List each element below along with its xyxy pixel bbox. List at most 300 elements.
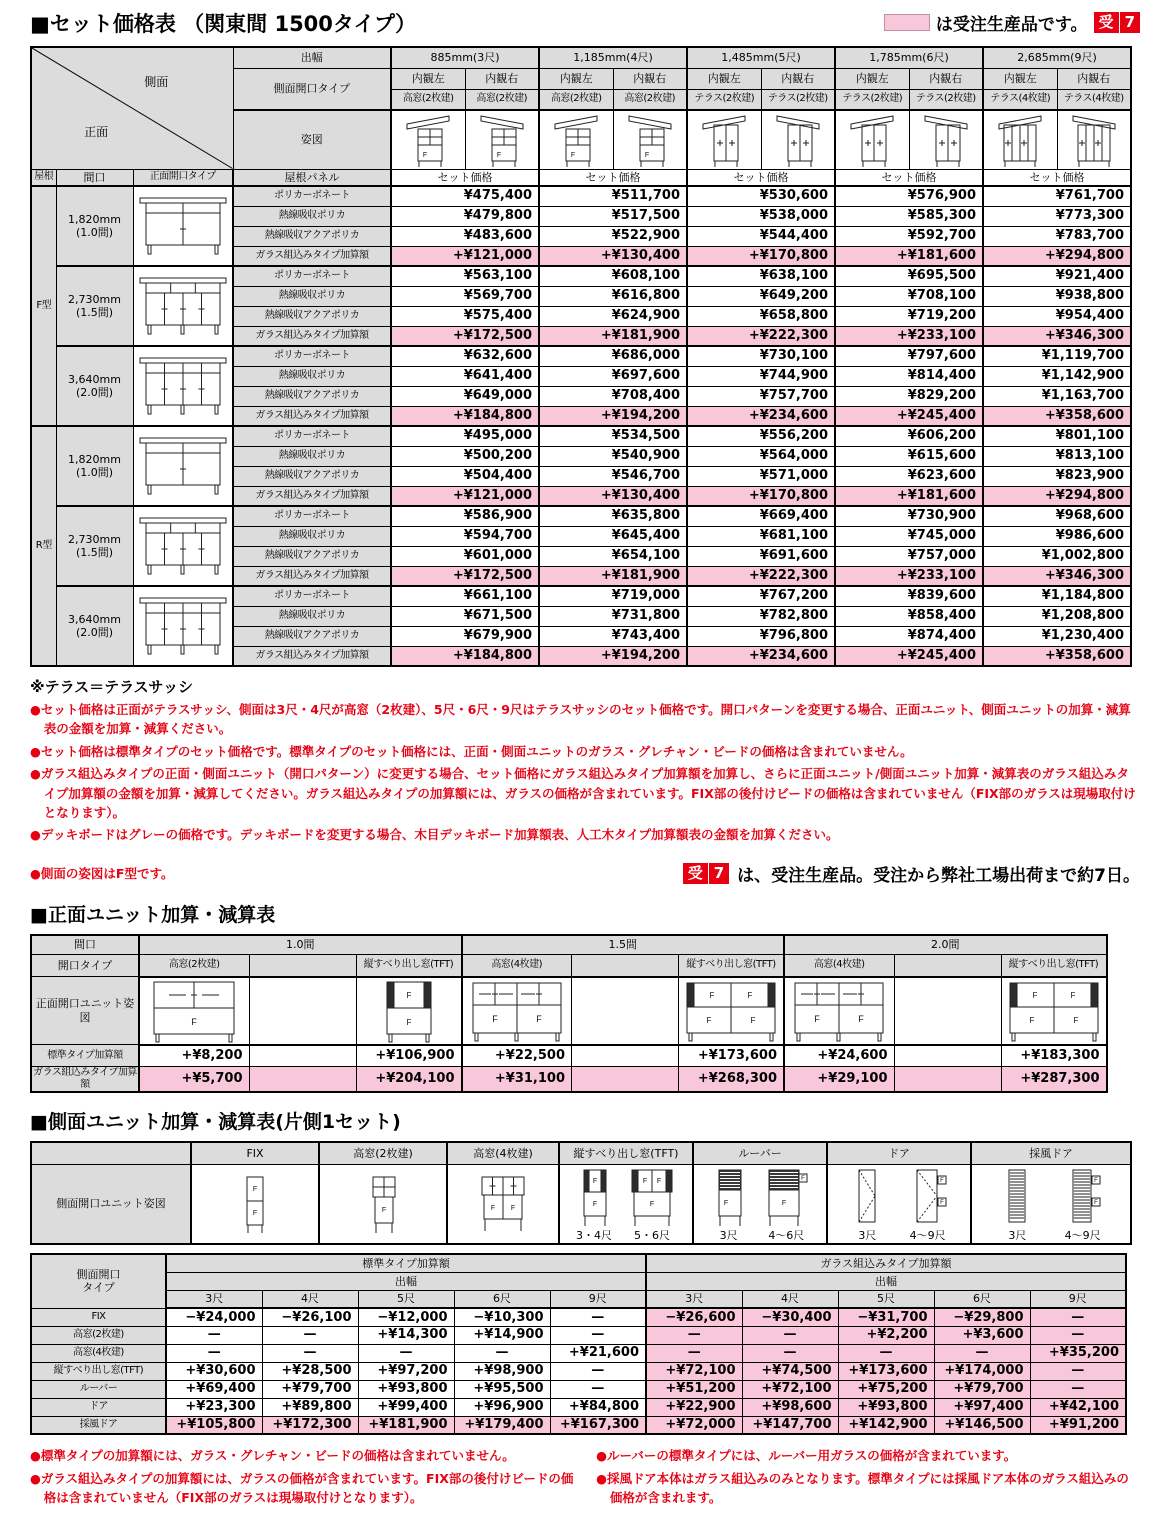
set-price-cell: ¥623,600 <box>835 466 983 486</box>
order-7days-badge <box>683 863 729 884</box>
front-elevation-cell <box>133 266 233 346</box>
glass-add-cell: +¥72,100 <box>742 1380 838 1398</box>
set-price-cell: +¥233,100 <box>835 566 983 586</box>
glass-add-cell <box>249 1067 356 1093</box>
view-right-header: 内観右 <box>613 68 687 89</box>
side-unit-price-table-container <box>30 1253 1140 1435</box>
elevation-label: 正面開口ユニット姿図 <box>31 977 139 1045</box>
note-item: ●デッキボードはグレーの価格です。デッキボードを変更する場合、木目デッキボード加算額表、人工木タイプ加算額表の金額を加算ください。 <box>30 827 839 843</box>
side-opening-label: 高窓(2枚建) <box>31 1326 166 1344</box>
side-opening-label: 採風ドア <box>31 1416 166 1434</box>
std-add-cell: — <box>262 1326 358 1344</box>
set-price-cell: +¥170,800 <box>687 486 835 506</box>
set-price-cell: ¥686,000 <box>539 346 687 366</box>
svg-text:F: F <box>423 151 428 159</box>
glass-add-cell: +¥35,200 <box>1030 1344 1126 1362</box>
elevation-cell <box>391 110 465 169</box>
set-price-cell: +¥170,800 <box>687 246 835 266</box>
set-price-cell: +¥184,800 <box>391 406 539 426</box>
side-elevation-terrace2-icon <box>848 112 896 168</box>
opening-type-header: テラス(4枚建) <box>1057 89 1131 110</box>
legend-label: は受注生産品です。 <box>935 15 1088 35</box>
diagram-group <box>830 1166 968 1242</box>
size-label: 3・4尺 <box>576 1228 612 1242</box>
badge-left: 受 <box>683 863 709 884</box>
set-price-cell: +¥172,500 <box>391 566 539 586</box>
std-add-cell: — <box>454 1344 550 1362</box>
opening-type-header: 縦すべり出し窓(TFT) <box>1001 955 1107 977</box>
side-elevation-terrace4-icon <box>996 112 1044 168</box>
front-unit-table-container <box>30 934 1140 1094</box>
glass-add-cell: — <box>742 1326 838 1344</box>
front-elevation-cell <box>133 426 233 506</box>
opening-type-header <box>249 955 356 977</box>
group-header: 標準タイプ加算額 <box>166 1254 646 1272</box>
front-elevation-front15-icon <box>136 276 230 336</box>
diagram-group <box>562 1166 690 1242</box>
side-opening-label: ルーバー <box>31 1380 166 1398</box>
opening-type-header <box>572 955 679 977</box>
svg-text:F: F <box>381 1206 387 1214</box>
depth-header: 出幅 <box>233 47 391 68</box>
std-add-cell: — <box>166 1326 262 1344</box>
set-price-cell: ¥556,200 <box>687 426 835 446</box>
set-price-cell: ¥796,800 <box>687 626 835 646</box>
svg-text:F: F <box>723 1199 728 1207</box>
set-price-cell: +¥245,400 <box>835 406 983 426</box>
set-price-cell: ¥719,000 <box>539 586 687 606</box>
size-label: 3尺 <box>1008 1228 1027 1242</box>
glass-add-cell: — <box>1030 1380 1126 1398</box>
svg-text:F: F <box>747 990 753 1000</box>
badge-right: 7 <box>713 863 725 882</box>
svg-text:F: F <box>814 1013 820 1024</box>
diagram-group <box>450 1173 556 1235</box>
view-left-header: 内観左 <box>391 68 465 89</box>
side-elevation-note: ●側面の姿図はF型です。 <box>30 866 174 882</box>
svg-text:F: F <box>1073 1015 1078 1025</box>
size-label: 3尺 <box>858 1228 877 1242</box>
panel-label: ガラス組込みタイプ加算額 <box>233 326 391 346</box>
std-add-cell: +¥105,800 <box>166 1416 262 1434</box>
std-add-cell: −¥26,100 <box>262 1308 358 1326</box>
panel-label: ガラス組込みタイプ加算額 <box>233 246 391 266</box>
set-price-cell: ¥954,400 <box>983 306 1131 326</box>
note-item: ●標準タイプの加算額には、ガラス・グレチャン・ビードの価格は含まれていません。 <box>30 1448 515 1464</box>
glass-add-cell: −¥30,400 <box>742 1308 838 1326</box>
glass-add-cell: +¥75,200 <box>838 1380 934 1398</box>
front-elevation-front20-icon <box>136 356 230 416</box>
top-notes <box>30 700 1140 845</box>
opening-type-header: 高窓(2枚建) <box>391 89 465 110</box>
set-price-cell: ¥632,600 <box>391 346 539 366</box>
view-right-header: 内観右 <box>761 68 835 89</box>
panel-label: 熱線吸収アクアポリカ <box>233 306 391 326</box>
diagram-item <box>476 1173 530 1235</box>
svg-text:F: F <box>649 1200 655 1208</box>
set-price-cell: ¥829,200 <box>835 386 983 406</box>
glass-add-cell: +¥268,300 <box>679 1067 785 1093</box>
side-unit-elevation-cell <box>191 1164 319 1244</box>
elevation-cell <box>539 110 613 169</box>
std-add-cell: +¥14,900 <box>454 1326 550 1344</box>
front-unit-elevation-cell <box>1001 977 1107 1045</box>
side-unit-vent-door-small-icon <box>997 1166 1037 1228</box>
set-price-cell: +¥234,600 <box>687 646 835 666</box>
size-label: 3尺 <box>719 1228 738 1242</box>
front-unit-section-title: ■正面ユニット加算・減算表 <box>30 903 276 926</box>
size-header: 5尺 <box>838 1290 934 1308</box>
set-price-cell: ¥813,100 <box>983 446 1131 466</box>
svg-text:F: F <box>510 1204 516 1212</box>
svg-text:F: F <box>706 1015 712 1025</box>
set-price-cell: ¥767,200 <box>687 586 835 606</box>
glass-add-cell: +¥72,000 <box>646 1416 742 1434</box>
diagram-item <box>709 1166 749 1242</box>
svg-text:F: F <box>496 151 501 159</box>
set-price-cell: ¥522,900 <box>539 226 687 246</box>
set-price-cell: ¥563,100 <box>391 266 539 286</box>
side-unit-diagram-table <box>30 1141 1132 1245</box>
set-price-cell: ¥731,800 <box>539 606 687 626</box>
panel-label: 熱線吸収ポリカ <box>233 366 391 386</box>
side-unit-type-header: 高窓(4枚建) <box>447 1142 559 1164</box>
svg-text:F: F <box>939 1199 944 1206</box>
set-price-cell: +¥181,600 <box>835 486 983 506</box>
opening-type-header: 高窓(2枚建) <box>465 89 539 110</box>
bay-group-header: 2.0間 <box>784 935 1107 955</box>
set-price-header: セット価格 <box>835 169 983 186</box>
set-price-cell: ¥564,000 <box>687 446 835 466</box>
glass-add-cell: +¥5,700 <box>139 1067 249 1093</box>
diagram-item <box>997 1166 1037 1242</box>
order-product-legend <box>884 10 1140 35</box>
svg-text:F: F <box>592 1177 598 1185</box>
glass-add-cell: +¥147,700 <box>742 1416 838 1434</box>
std-add-cell: — <box>550 1380 646 1398</box>
std-add-cell: −¥12,000 <box>358 1308 454 1326</box>
set-price-cell: ¥571,000 <box>687 466 835 486</box>
opening-type-header: テラス(4枚建) <box>983 89 1057 110</box>
set-price-cell: ¥586,900 <box>391 506 539 526</box>
glass-add-cell: — <box>742 1344 838 1362</box>
set-price-cell: ¥744,900 <box>687 366 835 386</box>
glass-add-cell: +¥97,400 <box>934 1398 1030 1416</box>
view-left-header: 内観左 <box>687 68 761 89</box>
std-add-cell: +¥24,600 <box>784 1045 894 1067</box>
elevation-cell <box>465 110 539 169</box>
glass-add-cell: — <box>646 1344 742 1362</box>
set-price-cell: ¥495,000 <box>391 426 539 446</box>
bottom-notes-right <box>596 1443 1140 1510</box>
std-add-cell: +¥28,500 <box>262 1362 358 1380</box>
set-price-cell: ¥606,200 <box>835 426 983 446</box>
glass-add-cell: −¥31,700 <box>838 1308 934 1326</box>
side-elevation-high2-icon <box>478 112 526 168</box>
glass-add-cell: — <box>934 1344 1030 1362</box>
view-left-header: 内観左 <box>539 68 613 89</box>
diagram-item <box>1061 1166 1105 1242</box>
set-price-cell: ¥576,900 <box>835 186 983 206</box>
set-price-cell: +¥245,400 <box>835 646 983 666</box>
set-price-cell: ¥1,208,800 <box>983 606 1131 626</box>
corner-front-label: 正面 <box>84 125 109 140</box>
side-unit-tft-large-icon <box>626 1166 678 1228</box>
side-unit-fix-icon <box>235 1173 275 1235</box>
roof-type-cell: F型 <box>31 186 56 426</box>
bottom-notes <box>30 1443 1140 1510</box>
set-price-header: セット価格 <box>687 169 835 186</box>
std-add-cell: +¥173,600 <box>679 1045 785 1067</box>
panel-label: ガラス組込みタイプ加算額 <box>233 406 391 426</box>
set-price-cell: ¥783,700 <box>983 226 1131 246</box>
side-elevation-high2-icon <box>552 112 600 168</box>
set-price-cell: ¥757,700 <box>687 386 835 406</box>
side-unit-diagram-table-container <box>30 1141 1140 1245</box>
size-header: 5尺 <box>358 1290 454 1308</box>
front-unit-high4-icon <box>467 979 567 1043</box>
bay-header: 間口 <box>56 169 133 186</box>
opening-type-header: 高窓(2枚建) <box>539 89 613 110</box>
std-add-cell: +¥106,900 <box>356 1045 462 1067</box>
side-opening-label: 高窓(4枚建) <box>31 1344 166 1362</box>
front-unit-elevation-cell <box>894 977 1001 1045</box>
set-price-cell: +¥222,300 <box>687 326 835 346</box>
diagram-group <box>322 1173 444 1235</box>
set-price-cell: ¥708,100 <box>835 286 983 306</box>
set-price-cell: +¥130,400 <box>539 246 687 266</box>
front-opening-header: 正面開口タイプ <box>133 169 233 186</box>
svg-text:F: F <box>858 1013 864 1024</box>
front-elevation-cell <box>133 506 233 586</box>
front-unit-elevation-cell <box>679 977 785 1045</box>
side-unit-tft-small-icon <box>574 1166 614 1228</box>
set-price-cell: ¥624,900 <box>539 306 687 326</box>
set-price-cell: ¥986,600 <box>983 526 1131 546</box>
svg-text:F: F <box>406 990 411 1000</box>
pink-swatch-icon <box>884 14 930 31</box>
side-elevation-terrace4-icon <box>1070 112 1118 168</box>
side-unit-type-header: 高窓(2枚建) <box>319 1142 447 1164</box>
size-label: 4～9尺 <box>909 1228 946 1242</box>
std-add-cell: +¥179,400 <box>454 1416 550 1434</box>
svg-text:F: F <box>406 1017 411 1027</box>
note-item: ●ガラス組込みタイプの加算額には、ガラスの価格が含まれています。FIX部の後付けビードの価格は含まれていません（FIX部のガラスは現場取付けとなります）。 <box>30 1470 574 1505</box>
side-unit-vent-door-large-icon <box>1061 1166 1105 1228</box>
set-price-header: セット価格 <box>983 169 1131 186</box>
glass-add-cell: +¥2,200 <box>838 1326 934 1344</box>
size-header: 4尺 <box>262 1290 358 1308</box>
set-price-cell: ¥671,500 <box>391 606 539 626</box>
std-add-cell: +¥97,200 <box>358 1362 454 1380</box>
set-price-cell: ¥504,400 <box>391 466 539 486</box>
set-price-cell: ¥814,400 <box>835 366 983 386</box>
panel-label: 熱線吸収アクアポリカ <box>233 546 391 566</box>
roof-type-cell: R型 <box>31 426 56 666</box>
elevation-header: 姿図 <box>233 110 391 169</box>
side-opening-label: FIX <box>31 1308 166 1326</box>
elevation-cell <box>687 110 761 169</box>
set-price-cell: ¥544,400 <box>687 226 835 246</box>
opening-type-header: 高窓(4枚建) <box>462 955 572 977</box>
corner-side-label: 側面 <box>144 74 169 89</box>
set-price-cell: +¥194,200 <box>539 646 687 666</box>
set-price-cell: ¥839,600 <box>835 586 983 606</box>
glass-add-cell <box>572 1067 679 1093</box>
side-unit-louver-large-icon <box>761 1166 811 1228</box>
std-add-cell: — <box>550 1308 646 1326</box>
glass-add-cell: +¥22,900 <box>646 1398 742 1416</box>
set-price-cell: ¥695,500 <box>835 266 983 286</box>
panel-label: ポリカーボネート <box>233 586 391 606</box>
panel-label: 熱線吸収ポリカ <box>233 446 391 466</box>
side-opening-header: 側面開口タイプ <box>233 68 391 110</box>
set-price-cell: ¥874,400 <box>835 626 983 646</box>
set-price-table-container <box>30 46 1140 667</box>
panel-label: 熱線吸収ポリカ <box>233 606 391 626</box>
view-left-header: 内観左 <box>835 68 909 89</box>
panel-label: ポリカーボネート <box>233 426 391 446</box>
set-price-cell: ¥757,000 <box>835 546 983 566</box>
note-item: ●セット価格は正面がテラスサッシ、側面は3尺・4尺が高窓（2枚建）、5尺・6尺・9尺はテラスサッシのセット価格です。開口パターンを変更する場合、正面ユニット、側面ユニットの加算・減算表の金額を加算・減算ください。 <box>30 702 1131 737</box>
front-unit-elevation-cell <box>249 977 356 1045</box>
set-price-cell: ¥645,400 <box>539 526 687 546</box>
set-price-cell: ¥517,500 <box>539 206 687 226</box>
panel-label: 熱線吸収アクアポリカ <box>233 626 391 646</box>
opening-type-header: 高窓(2枚建) <box>613 89 687 110</box>
front-elevation-front15-icon <box>136 516 230 576</box>
opening-type-header: 縦すべり出し窓(TFT) <box>679 955 785 977</box>
width-header: 2,685mm(9尺) <box>983 47 1131 68</box>
set-price-cell: +¥181,900 <box>539 566 687 586</box>
glass-add-cell <box>894 1067 1001 1093</box>
set-price-cell: ¥601,000 <box>391 546 539 566</box>
diagram-item <box>363 1173 403 1235</box>
set-price-cell: ¥761,700 <box>983 186 1131 206</box>
svg-text:F: F <box>492 1013 498 1024</box>
side-unit-type-header: ドア <box>827 1142 971 1164</box>
width-header: 885mm(3尺) <box>391 47 539 68</box>
set-price-cell: ¥921,400 <box>983 266 1131 286</box>
front-unit-table <box>30 934 1108 1094</box>
set-price-cell: ¥649,000 <box>391 386 539 406</box>
group-header: ガラス組込みタイプ加算額 <box>646 1254 1126 1272</box>
size-header: 3尺 <box>646 1290 742 1308</box>
diagram-item <box>235 1173 275 1235</box>
set-price-cell: ¥638,100 <box>687 266 835 286</box>
view-right-header: 内観右 <box>1057 68 1131 89</box>
opening-type-header: テラス(2枚建) <box>835 89 909 110</box>
size-label: 4～9尺 <box>1064 1228 1101 1242</box>
set-price-cell: ¥654,100 <box>539 546 687 566</box>
side-unit-high4-icon <box>476 1173 530 1235</box>
set-price-cell: +¥358,600 <box>983 406 1131 426</box>
svg-text:F: F <box>750 1015 756 1025</box>
std-add-cell: +¥30,600 <box>166 1362 262 1380</box>
side-elevation-terrace2-icon <box>922 112 970 168</box>
set-price-cell: ¥1,142,900 <box>983 366 1131 386</box>
roof-panel-header: 屋根パネル <box>233 169 391 186</box>
set-price-cell: ¥615,600 <box>835 446 983 466</box>
side-unit-price-table <box>30 1253 1127 1435</box>
set-price-cell: ¥661,100 <box>391 586 539 606</box>
set-price-cell: +¥234,600 <box>687 406 835 426</box>
diagram-item <box>626 1166 678 1242</box>
size-header: 4尺 <box>742 1290 838 1308</box>
opening-type-header: 高窓(2枚建) <box>139 955 249 977</box>
set-price-cell: +¥346,300 <box>983 566 1131 586</box>
corner-cell <box>31 47 233 169</box>
panel-label: 熱線吸収ポリカ <box>233 526 391 546</box>
side-elevation-terrace2-icon <box>700 112 748 168</box>
bay-group-header: 1.0間 <box>139 935 462 955</box>
set-price-cell: ¥641,400 <box>391 366 539 386</box>
glass-add-cell: +¥142,900 <box>838 1416 934 1434</box>
side-opening-label: ドア <box>31 1398 166 1416</box>
side-unit-door-small-icon <box>847 1166 887 1228</box>
elevation-cell <box>613 110 687 169</box>
bay-cell: 2,730mm (1.5間) <box>56 266 133 346</box>
size-label: 4～6尺 <box>768 1228 805 1242</box>
view-right-header: 内観右 <box>465 68 539 89</box>
side-unit-louver-small-icon <box>709 1166 749 1228</box>
front-unit-elevation-cell <box>462 977 572 1045</box>
set-price-cell: ¥538,000 <box>687 206 835 226</box>
bottom-notes-left <box>30 1443 574 1510</box>
diagram-item <box>761 1166 811 1242</box>
std-add-cell: +¥183,300 <box>1001 1045 1107 1067</box>
std-add-cell: +¥21,600 <box>550 1344 646 1362</box>
diagram-item <box>905 1166 951 1242</box>
std-add-cell <box>249 1045 356 1067</box>
set-price-cell: ¥594,700 <box>391 526 539 546</box>
type-header: 開口タイプ <box>31 955 139 977</box>
glass-add-cell: −¥26,600 <box>646 1308 742 1326</box>
diagram-item <box>574 1166 614 1242</box>
set-price-cell: ¥1,230,400 <box>983 626 1131 646</box>
bay-cell: 1,820mm (1.0間) <box>56 426 133 506</box>
set-price-cell: +¥194,200 <box>539 406 687 426</box>
svg-text:F: F <box>1070 990 1075 1000</box>
svg-text:F: F <box>644 151 649 159</box>
set-price-cell: ¥511,700 <box>539 186 687 206</box>
bay-header: 間口 <box>31 935 139 955</box>
side-unit-type-header: FIX <box>191 1142 319 1164</box>
svg-text:F: F <box>656 1177 662 1185</box>
bay-cell: 1,820mm (1.0間) <box>56 186 133 266</box>
std-add-cell: — <box>262 1344 358 1362</box>
set-price-cell: +¥358,600 <box>983 646 1131 666</box>
diagram-item <box>847 1166 887 1242</box>
set-price-cell: +¥130,400 <box>539 486 687 506</box>
svg-text:F: F <box>1029 1015 1034 1025</box>
glass-add-cell: — <box>1030 1308 1126 1326</box>
front-unit-high2-icon <box>144 978 244 1044</box>
side-elevation-high2-icon <box>404 112 452 168</box>
side-unit-type-header: 採風ドア <box>971 1142 1131 1164</box>
std-add-cell: +¥96,900 <box>454 1398 550 1416</box>
elevation-cell <box>909 110 983 169</box>
diagram-group <box>974 1166 1128 1242</box>
front-unit-elevation-cell <box>572 977 679 1045</box>
size-header: 6尺 <box>934 1290 1030 1308</box>
side-unit-elevation-cell <box>447 1164 559 1244</box>
front-unit-tft-wide-icon <box>681 979 781 1043</box>
set-price-header: セット価格 <box>539 169 687 186</box>
panel-label: 熱線吸収ポリカ <box>233 206 391 226</box>
std-add-cell: — <box>166 1344 262 1362</box>
glass-add-cell: +¥79,700 <box>934 1380 1030 1398</box>
